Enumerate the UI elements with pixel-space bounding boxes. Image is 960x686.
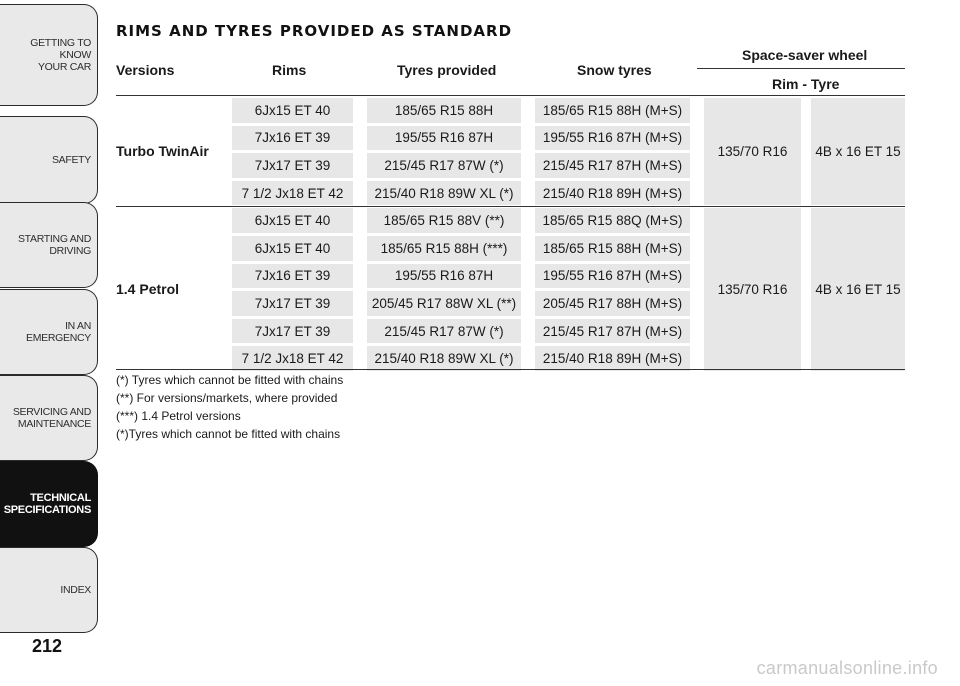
cell-spare-rim: 4B x 16 ET 15 xyxy=(811,98,905,205)
header-bottom-rule xyxy=(116,95,905,96)
sidebar-tab-starting-driving[interactable]: STARTING AND DRIVING xyxy=(0,202,98,288)
header-rim-tyre: Rim - Tyre xyxy=(772,76,840,92)
version-label: Turbo TwinAir xyxy=(116,143,209,160)
cell-rim: 6Jx15 ET 40 xyxy=(232,98,353,123)
section-title: RIMS AND TYRES PROVIDED AS STANDARD xyxy=(116,22,513,40)
cell-rim: 7Jx17 ET 39 xyxy=(232,319,353,344)
cell-snow: 215/40 R18 89H (M+S) xyxy=(535,346,690,371)
cell-tyre: 215/45 R17 87W (*) xyxy=(367,319,521,344)
cell-tyre: 215/45 R17 87W (*) xyxy=(367,153,521,178)
cell-spare-tyre: 135/70 R16 xyxy=(704,98,801,205)
cell-tyre: 185/65 R15 88H (***) xyxy=(367,236,521,261)
cell-rim: 7Jx17 ET 39 xyxy=(232,291,353,316)
cell-rim: 6Jx15 ET 40 xyxy=(232,236,353,261)
sidebar-tab-getting-to-know[interactable]: GETTING TO KNOW YOUR CAR xyxy=(0,4,98,106)
cell-rim: 7Jx16 ET 39 xyxy=(232,126,353,151)
sidebar-tab-emergency[interactable]: IN AN EMERGENCY xyxy=(0,289,98,375)
table-bottom-rule xyxy=(116,369,905,370)
watermark: carmanualsonline.info xyxy=(756,658,938,678)
cell-rim: 7Jx16 ET 39 xyxy=(232,264,353,289)
cell-spare-rim: 4B x 16 ET 15 xyxy=(811,208,905,371)
cell-snow: 215/40 R18 89H (M+S) xyxy=(535,181,690,206)
footnote-2: (**) For versions/markets, where provided xyxy=(116,391,338,405)
header-versions: Versions xyxy=(116,62,175,78)
cell-tyre: 185/65 R15 88V (**) xyxy=(367,208,521,233)
cell-tyre: 195/55 R16 87H xyxy=(367,126,521,151)
cell-rim: 6Jx15 ET 40 xyxy=(232,208,353,233)
cell-rim: 7Jx17 ET 39 xyxy=(232,153,353,178)
header-rims: Rims xyxy=(272,62,307,78)
header-tyres-provided: Tyres provided xyxy=(397,62,497,78)
footnote-1: (*) Tyres which cannot be fitted with chains xyxy=(116,373,344,387)
cell-tyre: 205/45 R17 88W XL (**) xyxy=(367,291,521,316)
header-space-saver: Space-saver wheel xyxy=(742,47,868,63)
cell-tyre: 215/40 R18 89W XL (*) xyxy=(367,181,521,206)
cell-snow: 195/55 R16 87H (M+S) xyxy=(535,126,690,151)
group-divider xyxy=(116,206,905,207)
sidebar-tab-safety[interactable]: SAFETY xyxy=(0,116,98,204)
page-number: 212 xyxy=(32,636,63,656)
sidebar-tab-technical-specifications[interactable]: TECHNICAL SPECIFICATIONS xyxy=(0,461,98,547)
cell-snow: 195/55 R16 87H (M+S) xyxy=(535,264,690,289)
sidebar-tab-index[interactable]: INDEX xyxy=(0,547,98,633)
sidebar-tab-servicing[interactable]: SERVICING AND MAINTENANCE xyxy=(0,375,98,461)
version-label: 1.4 Petrol xyxy=(116,281,180,298)
cell-tyre: 215/40 R18 89W XL (*) xyxy=(367,346,521,371)
cell-rim: 7 1/2 Jx18 ET 42 xyxy=(232,181,353,206)
header-divider-spare xyxy=(697,68,905,69)
cell-snow: 205/45 R17 88H (M+S) xyxy=(535,291,690,316)
footnote-4: (*)Tyres which cannot be fitted with chains xyxy=(116,427,341,441)
cell-rim: 7 1/2 Jx18 ET 42 xyxy=(232,346,353,371)
cell-snow: 215/45 R17 87H (M+S) xyxy=(535,319,690,344)
cell-snow: 185/65 R15 88H (M+S) xyxy=(535,98,690,123)
cell-tyre: 195/55 R16 87H xyxy=(367,264,521,289)
header-snow-tyres: Snow tyres xyxy=(577,62,652,78)
cell-tyre: 185/65 R15 88H xyxy=(367,98,521,123)
cell-snow: 215/45 R17 87H (M+S) xyxy=(535,153,690,178)
cell-snow: 185/65 R15 88H (M+S) xyxy=(535,236,690,261)
cell-spare-tyre: 135/70 R16 xyxy=(704,208,801,371)
cell-snow: 185/65 R15 88Q (M+S) xyxy=(535,208,690,233)
footnote-3: (***) 1.4 Petrol versions xyxy=(116,409,241,423)
